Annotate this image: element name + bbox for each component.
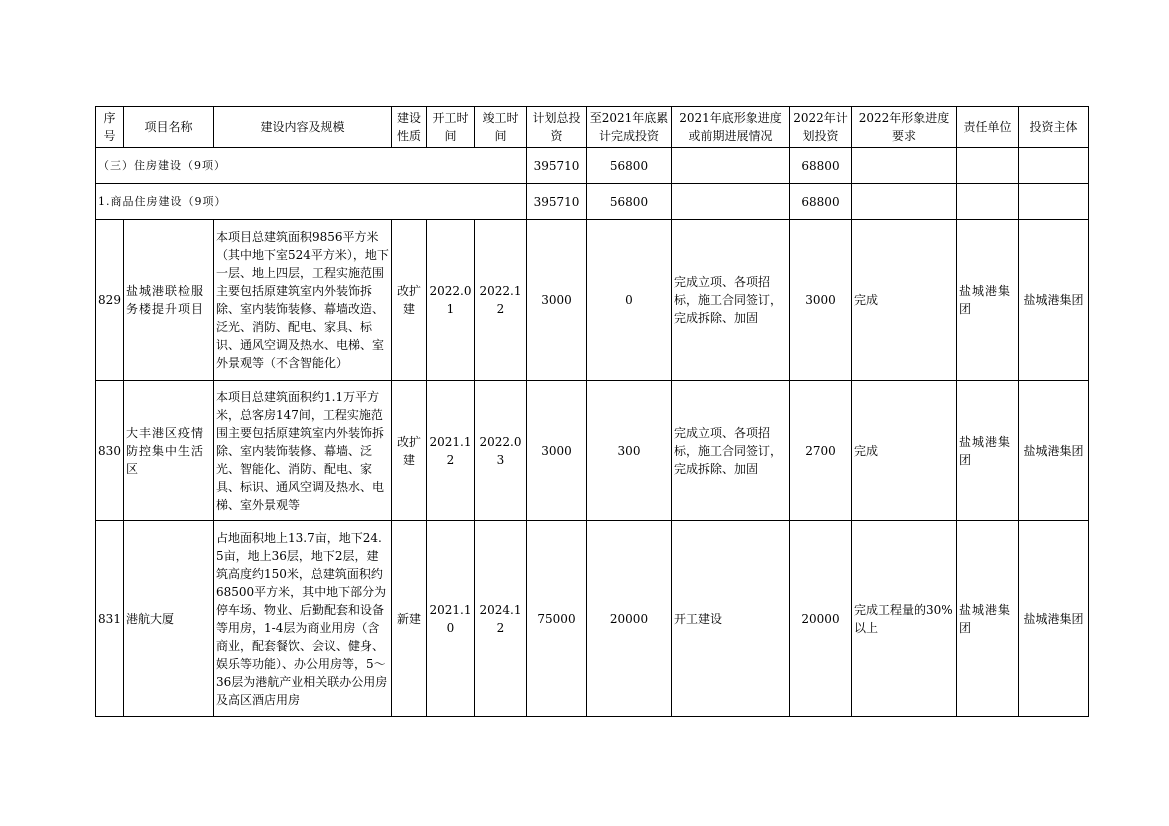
row-plan-2022: 20000: [790, 521, 852, 717]
section-empty-cell: [957, 184, 1019, 220]
table-row: [96, 521, 1089, 717]
row-content: 本项目总建筑面积约1.1万平方米，总客房147间，工程实施范围主要包括原建筑室内外装饰拆除、室内装饰装修、幕墙、泛光、智能化、消防、配电、家具、标识、通风空调及热水、电梯、室外景观等: [214, 381, 392, 521]
row-start: 2022.01: [427, 220, 475, 381]
header-nature: 建设性质: [392, 107, 427, 148]
row-plan-2022: 2700: [790, 381, 852, 521]
header-end: 竣工时间: [475, 107, 527, 148]
section-empty-cell: [672, 184, 790, 220]
section-empty-cell: [852, 184, 957, 220]
row-nature: 改扩建: [392, 381, 427, 521]
row-seq: 830: [96, 381, 124, 521]
row-seq: 829: [96, 220, 124, 381]
header-seq: 序号: [96, 107, 124, 148]
section-plan-total: 395710: [527, 148, 587, 184]
row-start: 2021.12: [427, 381, 475, 521]
section-plan-2022: 68800: [790, 184, 852, 220]
header-content: 建设内容及规模: [214, 107, 392, 148]
row-content: 本项目总建筑面积9856平方米（其中地下室524平方米），地下一层、地上四层，工程实施范围主要包括原建筑室内外装饰拆除、室内装饰装修、幕墙改造、泛光、消防、配电、家具、标识、通风空调及热水、电梯、室外景观等（不含智能化）: [214, 220, 392, 381]
section-row: [96, 184, 1089, 220]
row-req-2022: 完成: [852, 220, 957, 381]
section-title: （三）住房建设（9项）: [96, 148, 527, 184]
header-req-2022: 2022年形象进度要求: [852, 107, 957, 148]
header-start: 开工时间: [427, 107, 475, 148]
row-content: 占地面积地上13.7亩，地下24.5亩，地上36层，地下2层，建筑高度约150米，总建筑面积约68500平方米，其中地下部分为停车场、物业、后勤配套和设备等用房，1-4层为商业用房（含商业，配套餐饮、会议、健身、娱乐等功能）、办公用房等，5～36层为港航产业相关联办公用房及高区酒店用房: [214, 521, 392, 717]
section-empty-cell: [957, 148, 1019, 184]
row-cum-2021: 0: [587, 220, 672, 381]
section-empty-cell: [672, 148, 790, 184]
row-plan-total: 75000: [527, 521, 587, 717]
row-plan-total: 3000: [527, 220, 587, 381]
table-row: [96, 381, 1089, 521]
table-row: [96, 220, 1089, 381]
project-table: [95, 106, 1089, 717]
header-unit: 责任单位: [957, 107, 1019, 148]
row-progress-2021: 开工建设: [672, 521, 790, 717]
section-plan-total: 395710: [527, 184, 587, 220]
row-req-2022: 完成工程量的30%以上: [852, 521, 957, 717]
row-name: 盐城港联检服务楼提升项目: [124, 220, 214, 381]
row-unit: 盐城港集团: [957, 381, 1019, 521]
row-nature: 改扩建: [392, 220, 427, 381]
row-seq: 831: [96, 521, 124, 717]
row-end: 2024.12: [475, 521, 527, 717]
row-start: 2021.10: [427, 521, 475, 717]
section-empty-cell: [1019, 184, 1089, 220]
section-cum-2021: 56800: [587, 148, 672, 184]
header-investor: 投资主体: [1019, 107, 1089, 148]
header-cum-2021: 至2021年底累计完成投资: [587, 107, 672, 148]
row-unit: 盐城港集团: [957, 521, 1019, 717]
section-row: [96, 148, 1089, 184]
row-name: 大丰港区疫情防控集中生活区: [124, 381, 214, 521]
section-empty-cell: [1019, 148, 1089, 184]
row-end: 2022.03: [475, 381, 527, 521]
row-investor: 盐城港集团: [1019, 381, 1089, 521]
row-plan-total: 3000: [527, 381, 587, 521]
section-empty-cell: [852, 148, 957, 184]
section-cum-2021: 56800: [587, 184, 672, 220]
row-name: 港航大厦: [124, 521, 214, 717]
section-plan-2022: 68800: [790, 148, 852, 184]
row-req-2022: 完成: [852, 381, 957, 521]
header-progress-2021: 2021年底形象进度或前期进展情况: [672, 107, 790, 148]
row-progress-2021: 完成立项、各项招标，施工合同签订，完成拆除、加固: [672, 220, 790, 381]
section-title: 1.商品住房建设（9项）: [96, 184, 527, 220]
row-nature: 新建: [392, 521, 427, 717]
header-plan-2022: 2022年计划投资: [790, 107, 852, 148]
row-cum-2021: 300: [587, 381, 672, 521]
row-unit: 盐城港集团: [957, 220, 1019, 381]
row-investor: 盐城港集团: [1019, 220, 1089, 381]
row-end: 2022.12: [475, 220, 527, 381]
header-plan-total: 计划总投资: [527, 107, 587, 148]
row-cum-2021: 20000: [587, 521, 672, 717]
table-header-row: [96, 107, 1089, 148]
row-plan-2022: 3000: [790, 220, 852, 381]
header-name: 项目名称: [124, 107, 214, 148]
row-investor: 盐城港集团: [1019, 521, 1089, 717]
row-progress-2021: 完成立项、各项招标，施工合同签订，完成拆除、加固: [672, 381, 790, 521]
